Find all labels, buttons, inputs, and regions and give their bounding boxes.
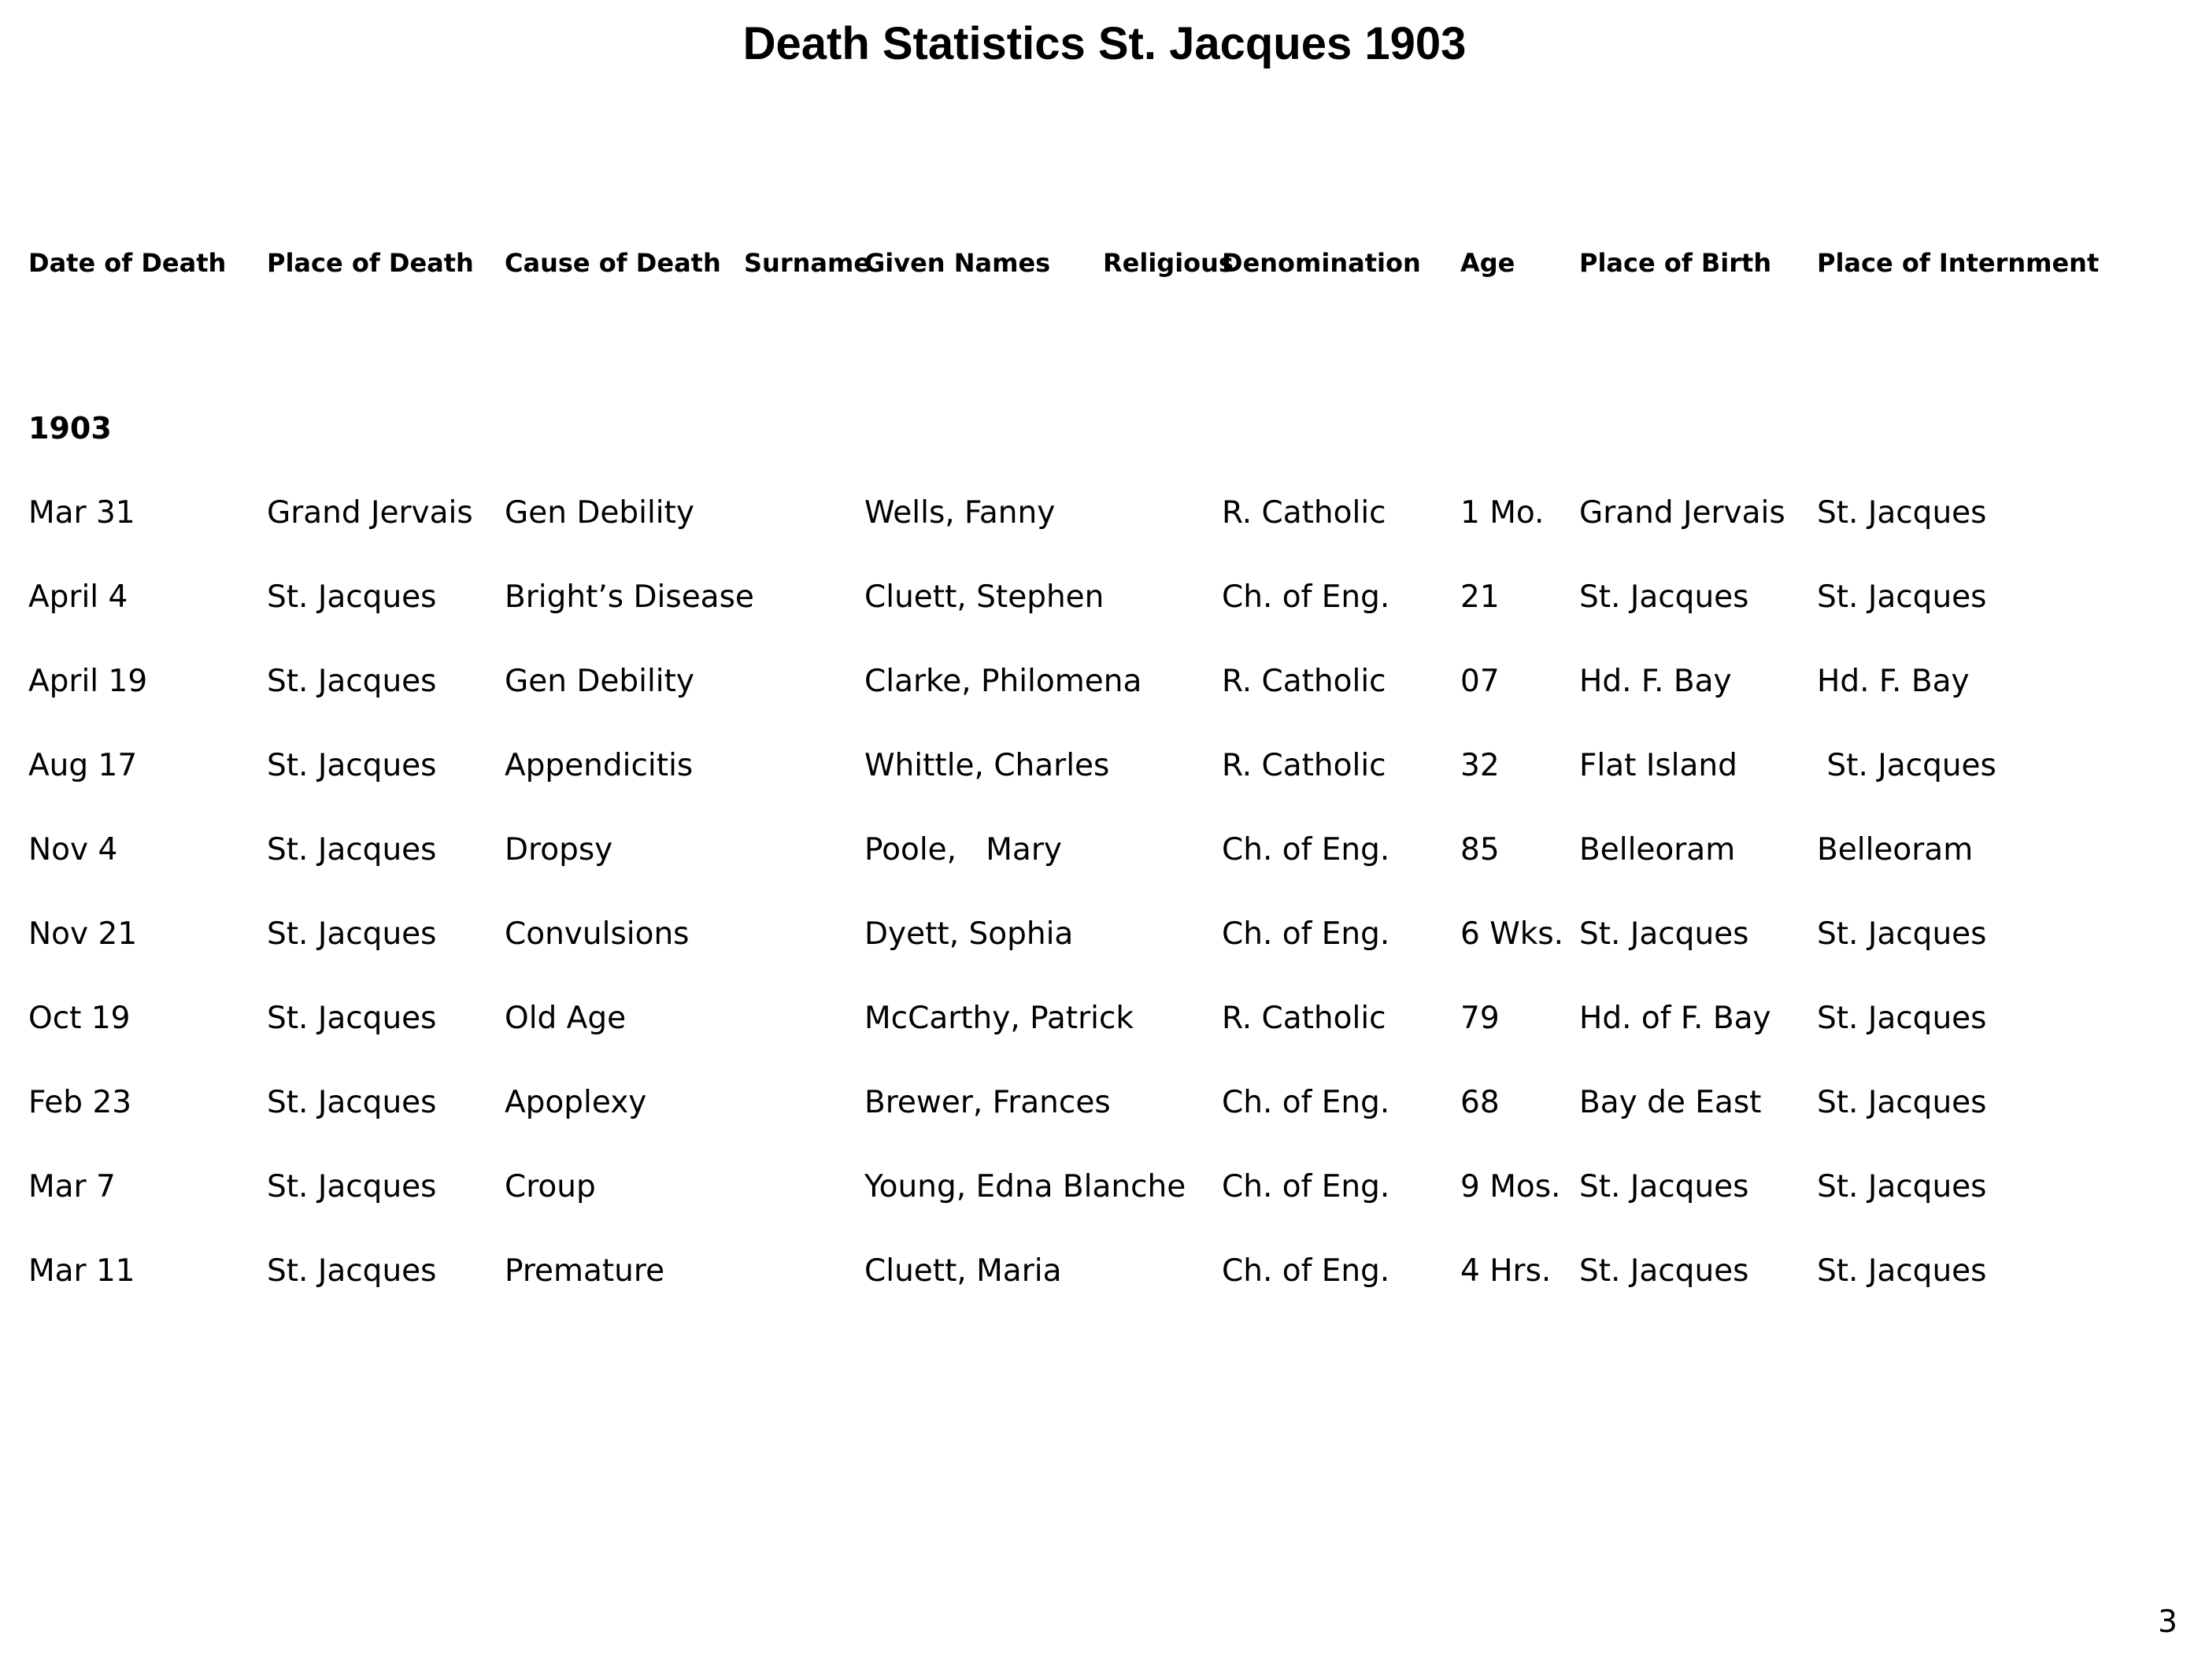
cell-place-of-internment: St. Jacques bbox=[1817, 1001, 1987, 1036]
cell-age: 68 bbox=[1460, 1085, 1500, 1120]
cell-cause-of-death: Old Age bbox=[505, 1001, 627, 1036]
header-cause-of-death: Cause of Death bbox=[505, 248, 721, 278]
cell-date-of-death: Mar 7 bbox=[28, 1169, 116, 1204]
cell-date-of-death: Feb 23 bbox=[28, 1085, 132, 1120]
cell-place-of-death: St. Jacques bbox=[267, 832, 437, 868]
cell-date-of-death: Mar 11 bbox=[28, 1253, 135, 1289]
cell-name: Cluett, Maria bbox=[864, 1253, 1062, 1289]
cell-denomination: Ch. of Eng. bbox=[1222, 1169, 1390, 1204]
cell-age: 1 Mo. bbox=[1460, 495, 1545, 531]
header-date-of-death: Date of Death bbox=[28, 248, 227, 278]
table-row bbox=[0, 574, 2209, 621]
cell-denomination: R. Catholic bbox=[1222, 664, 1386, 699]
cell-place-of-birth: St. Jacques bbox=[1579, 579, 1749, 615]
page-number: 3 bbox=[2158, 1604, 2178, 1640]
cell-cause-of-death: Bright’s Disease bbox=[505, 579, 754, 615]
cell-cause-of-death: Gen Debility bbox=[505, 664, 694, 699]
cell-date-of-death: April 19 bbox=[28, 664, 148, 699]
header-given-names: Given Names bbox=[864, 248, 1051, 278]
cell-age: 21 bbox=[1460, 579, 1500, 615]
table-row bbox=[0, 827, 2209, 874]
cell-name: Dyett, Sophia bbox=[864, 916, 1074, 952]
cell-denomination: R. Catholic bbox=[1222, 1001, 1386, 1036]
cell-cause-of-death: Dropsy bbox=[505, 832, 613, 868]
year-section-label: 1903 bbox=[28, 411, 112, 446]
header-place-of-internment: Place of Internment bbox=[1817, 248, 2100, 278]
page-title: Death Statistics St. Jacques 1903 bbox=[742, 18, 1467, 69]
cell-place-of-birth: Belleoram bbox=[1579, 832, 1736, 868]
cell-place-of-birth: St. Jacques bbox=[1579, 916, 1749, 952]
cell-place-of-internment: St. Jacques bbox=[1817, 579, 1987, 615]
cell-place-of-death: St. Jacques bbox=[267, 1085, 437, 1120]
cell-date-of-death: Nov 21 bbox=[28, 916, 138, 952]
cell-age: 07 bbox=[1460, 664, 1500, 699]
cell-place-of-death: St. Jacques bbox=[267, 748, 437, 783]
cell-age: 32 bbox=[1460, 748, 1500, 783]
cell-denomination: Ch. of Eng. bbox=[1222, 916, 1390, 952]
cell-denomination: Ch. of Eng. bbox=[1222, 579, 1390, 615]
cell-denomination: Ch. of Eng. bbox=[1222, 1085, 1390, 1120]
cell-name: McCarthy, Patrick bbox=[864, 1001, 1134, 1036]
cell-name: Young, Edna Blanche bbox=[864, 1169, 1186, 1204]
cell-place-of-birth: St. Jacques bbox=[1579, 1169, 1749, 1204]
cell-date-of-death: Oct 19 bbox=[28, 1001, 131, 1036]
cell-place-of-birth: St. Jacques bbox=[1579, 1253, 1749, 1289]
cell-place-of-death: St. Jacques bbox=[267, 1169, 437, 1204]
cell-date-of-death: April 4 bbox=[28, 579, 128, 615]
cell-age: 4 Hrs. bbox=[1460, 1253, 1552, 1289]
header-religious: Religious bbox=[1103, 248, 1234, 278]
cell-cause-of-death: Appendicitis bbox=[505, 748, 694, 783]
cell-place-of-death: Grand Jervais bbox=[267, 495, 473, 531]
table-row bbox=[0, 1248, 2209, 1295]
cell-place-of-internment: St. Jacques bbox=[1817, 916, 1987, 952]
cell-place-of-birth: Bay de East bbox=[1579, 1085, 1762, 1120]
table-row bbox=[0, 490, 2209, 537]
cell-place-of-birth: Grand Jervais bbox=[1579, 495, 1785, 531]
cell-name: Brewer, Frances bbox=[864, 1085, 1111, 1120]
cell-place-of-death: St. Jacques bbox=[267, 1253, 437, 1289]
header-place-of-death: Place of Death bbox=[267, 248, 474, 278]
cell-place-of-internment: Hd. F. Bay bbox=[1817, 664, 1970, 699]
cell-age: 79 bbox=[1460, 1001, 1500, 1036]
cell-place-of-death: St. Jacques bbox=[267, 579, 437, 615]
cell-date-of-death: Aug 17 bbox=[28, 748, 138, 783]
cell-place-of-death: St. Jacques bbox=[267, 916, 437, 952]
cell-name: Poole, Mary bbox=[864, 832, 1062, 868]
table-row bbox=[0, 995, 2209, 1042]
cell-cause-of-death: Apoplexy bbox=[505, 1085, 647, 1120]
cell-place-of-death: St. Jacques bbox=[267, 1001, 437, 1036]
cell-name: Clarke, Philomena bbox=[864, 664, 1142, 699]
cell-place-of-death: St. Jacques bbox=[267, 664, 437, 699]
cell-place-of-internment: St. Jacques bbox=[1817, 748, 1996, 783]
cell-date-of-death: Nov 4 bbox=[28, 832, 118, 868]
cell-name: Wells, Fanny bbox=[864, 495, 1056, 531]
header-place-of-birth: Place of Birth bbox=[1579, 248, 1772, 278]
cell-denomination: R. Catholic bbox=[1222, 495, 1386, 531]
cell-place-of-birth: Hd. F. Bay bbox=[1579, 664, 1732, 699]
header-denomination: Denomination bbox=[1222, 248, 1421, 278]
table-row bbox=[0, 742, 2209, 790]
cell-denomination: Ch. of Eng. bbox=[1222, 1253, 1390, 1289]
cell-name: Whittle, Charles bbox=[864, 748, 1110, 783]
cell-place-of-birth: Flat Island bbox=[1579, 748, 1737, 783]
cell-place-of-internment: St. Jacques bbox=[1817, 1169, 1987, 1204]
cell-place-of-internment: St. Jacques bbox=[1817, 495, 1987, 531]
cell-age: 85 bbox=[1460, 832, 1500, 868]
cell-place-of-internment: St. Jacques bbox=[1817, 1253, 1987, 1289]
header-age: Age bbox=[1460, 248, 1515, 278]
cell-cause-of-death: Gen Debility bbox=[505, 495, 694, 531]
cell-date-of-death: Mar 31 bbox=[28, 495, 135, 531]
cell-place-of-internment: Belleoram bbox=[1817, 832, 1974, 868]
cell-name: Cluett, Stephen bbox=[864, 579, 1104, 615]
cell-place-of-birth: Hd. of F. Bay bbox=[1579, 1001, 1771, 1036]
cell-cause-of-death: Premature bbox=[505, 1253, 665, 1289]
cell-cause-of-death: Croup bbox=[505, 1169, 596, 1204]
cell-cause-of-death: Convulsions bbox=[505, 916, 690, 952]
cell-denomination: Ch. of Eng. bbox=[1222, 832, 1390, 868]
table-row bbox=[0, 911, 2209, 958]
table-row bbox=[0, 1164, 2209, 1211]
cell-age: 6 Wks. bbox=[1460, 916, 1564, 952]
cell-place-of-internment: St. Jacques bbox=[1817, 1085, 1987, 1120]
header-surname: Surname bbox=[744, 248, 871, 278]
cell-denomination: R. Catholic bbox=[1222, 748, 1386, 783]
table-row bbox=[0, 1079, 2209, 1127]
table-row bbox=[0, 658, 2209, 705]
cell-age: 9 Mos. bbox=[1460, 1169, 1561, 1204]
